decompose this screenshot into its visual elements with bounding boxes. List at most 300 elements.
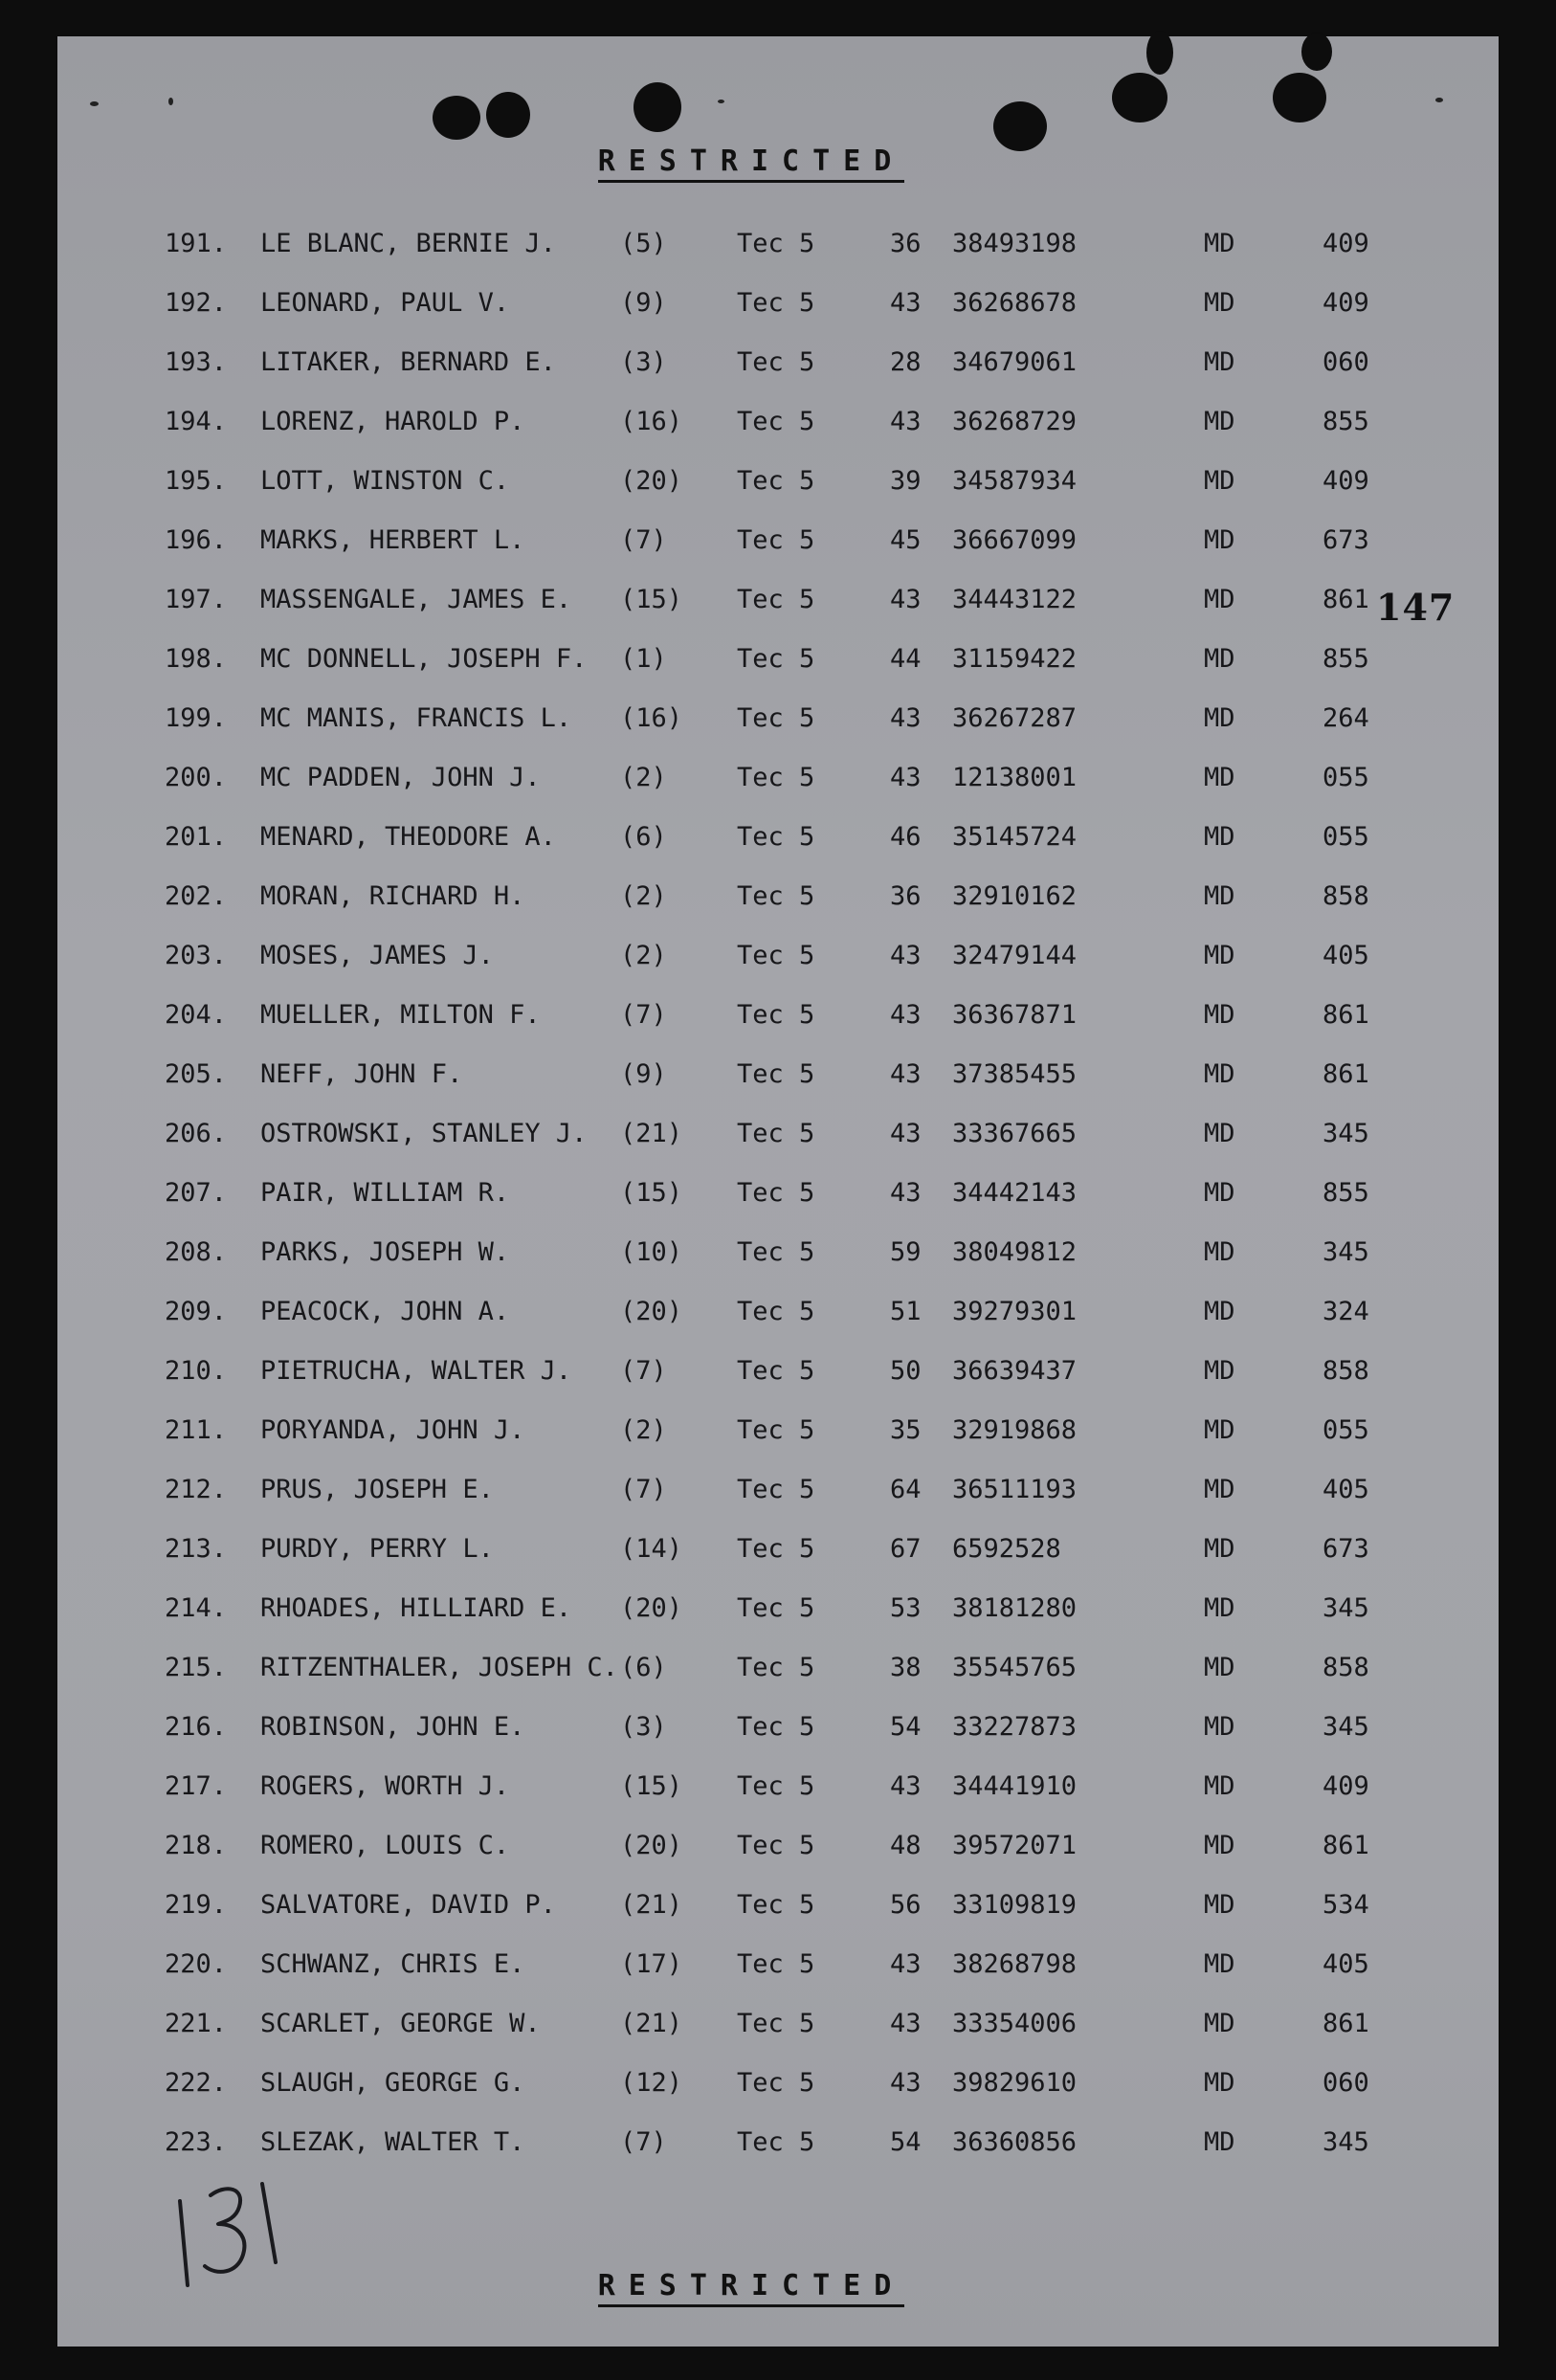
- roster-num: 205.: [165, 1059, 228, 1089]
- roster-row: [57, 1288, 1499, 1336]
- roster-code: (10): [620, 1237, 683, 1267]
- roster-md: MD: [1204, 1297, 1235, 1326]
- roster-row: [57, 1110, 1499, 1158]
- roster-mos: 861: [1323, 1000, 1369, 1030]
- document-page: [57, 36, 1499, 2347]
- roster-row: [57, 1941, 1499, 1989]
- roster-mos: 055: [1323, 1415, 1369, 1445]
- roster-mos: 858: [1323, 881, 1369, 911]
- roster-row: [57, 457, 1499, 505]
- roster-mos: 055: [1323, 763, 1369, 792]
- roster-row: [57, 1169, 1499, 1217]
- roster-code: (7): [620, 1000, 667, 1030]
- roster-age: 39: [890, 466, 922, 496]
- roster-grade: Tec 5: [737, 763, 815, 792]
- roster-serial: 34679061: [952, 347, 1078, 377]
- roster-grade: Tec 5: [737, 644, 815, 674]
- roster-code: (12): [620, 2068, 683, 2098]
- roster-mos: 345: [1323, 1237, 1369, 1267]
- roster-serial: 33109819: [952, 1890, 1078, 1920]
- roster-age: 43: [890, 1178, 922, 1208]
- roster-age: 44: [890, 644, 922, 674]
- roster-name: SCHWANZ, CHRIS E.: [260, 1949, 525, 1979]
- roster-md: MD: [1204, 881, 1235, 911]
- roster-age: 43: [890, 1949, 922, 1979]
- roster-grade: Tec 5: [737, 585, 815, 614]
- roster-num: 211.: [165, 1415, 228, 1445]
- roster-md: MD: [1204, 1653, 1235, 1682]
- roster-md: MD: [1204, 1593, 1235, 1623]
- roster-serial: 32910162: [952, 881, 1078, 911]
- roster-row: [57, 813, 1499, 861]
- roster-name: MC PADDEN, JOHN J.: [260, 763, 541, 792]
- roster-md: MD: [1204, 1178, 1235, 1208]
- roster-age: 48: [890, 1831, 922, 1860]
- roster-code: (15): [620, 585, 683, 614]
- roster-md: MD: [1204, 2009, 1235, 2038]
- roster-grade: Tec 5: [737, 347, 815, 377]
- roster-grade: Tec 5: [737, 881, 815, 911]
- roster-age: 43: [890, 288, 922, 318]
- roster-age: 59: [890, 1237, 922, 1267]
- roster-md: MD: [1204, 822, 1235, 852]
- roster-name: PEACOCK, JOHN A.: [260, 1297, 510, 1326]
- roster-code: (21): [620, 1890, 683, 1920]
- roster-name: RITZENTHALER, JOSEPH C.: [260, 1653, 618, 1682]
- roster-mos: 861: [1323, 1831, 1369, 1860]
- roster-code: (2): [620, 1415, 667, 1445]
- roster-grade: Tec 5: [737, 2009, 815, 2038]
- roster-code: (15): [620, 1178, 683, 1208]
- roster-name: LITAKER, BERNARD E.: [260, 347, 556, 377]
- roster-md: MD: [1204, 1059, 1235, 1089]
- roster-row: [57, 1763, 1499, 1811]
- roster-num: 219.: [165, 1890, 228, 1920]
- roster-code: (16): [620, 407, 683, 436]
- roster-grade: Tec 5: [737, 2068, 815, 2098]
- roster-mos: 858: [1323, 1653, 1369, 1682]
- roster-code: (2): [620, 941, 667, 970]
- roster-name: LORENZ, HAROLD P.: [260, 407, 525, 436]
- roster-age: 36: [890, 881, 922, 911]
- roster-row: [57, 1466, 1499, 1514]
- roster-grade: Tec 5: [737, 466, 815, 496]
- roster-age: 36: [890, 229, 922, 258]
- roster-serial: 36639437: [952, 1356, 1078, 1386]
- roster-name: SLAUGH, GEORGE G.: [260, 2068, 525, 2098]
- roster-num: 218.: [165, 1831, 228, 1860]
- roster-row: [57, 1347, 1499, 1395]
- roster-age: 35: [890, 1415, 922, 1445]
- roster-num: 193.: [165, 347, 228, 377]
- roster-row: [57, 991, 1499, 1039]
- roster-name: PIETRUCHA, WALTER J.: [260, 1356, 572, 1386]
- roster-num: 212.: [165, 1475, 228, 1504]
- roster-grade: Tec 5: [737, 1712, 815, 1742]
- roster-code: (20): [620, 466, 683, 496]
- roster-md: MD: [1204, 703, 1235, 733]
- roster-serial: 36268678: [952, 288, 1078, 318]
- roster-serial: 33367665: [952, 1119, 1078, 1148]
- roster-name: MOSES, JAMES J.: [260, 941, 494, 970]
- roster-grade: Tec 5: [737, 1297, 815, 1326]
- roster-name: OSTROWSKI, STANLEY J.: [260, 1119, 588, 1148]
- roster-serial: 36267287: [952, 703, 1078, 733]
- roster-num: 199.: [165, 703, 228, 733]
- roster-name: LEONARD, PAUL V.: [260, 288, 510, 318]
- roster-mos: 861: [1323, 585, 1369, 614]
- roster-row: [57, 517, 1499, 565]
- roster-num: 217.: [165, 1771, 228, 1801]
- roster-age: 53: [890, 1593, 922, 1623]
- roster-mos: 409: [1323, 1771, 1369, 1801]
- roster-row: [57, 754, 1499, 802]
- roster-md: MD: [1204, 585, 1235, 614]
- roster-mos: 405: [1323, 1949, 1369, 1979]
- roster-grade: Tec 5: [737, 1415, 815, 1445]
- roster-code: (17): [620, 1949, 683, 1979]
- roster-md: MD: [1204, 1475, 1235, 1504]
- roster-mos: 405: [1323, 941, 1369, 970]
- roster-row: [57, 220, 1499, 268]
- roster-num: 206.: [165, 1119, 228, 1148]
- roster-row: [57, 279, 1499, 327]
- roster-age: 43: [890, 1119, 922, 1148]
- roster-name: SCARLET, GEORGE W.: [260, 2009, 541, 2038]
- roster-code: (20): [620, 1593, 683, 1623]
- roster-row: [57, 1703, 1499, 1751]
- roster-num: 200.: [165, 763, 228, 792]
- roster-md: MD: [1204, 1771, 1235, 1801]
- roster-serial: 39572071: [952, 1831, 1078, 1860]
- roster-code: (3): [620, 1712, 667, 1742]
- roster-serial: 38049812: [952, 1237, 1078, 1267]
- roster-serial: 33354006: [952, 2009, 1078, 2038]
- roster-code: (1): [620, 644, 667, 674]
- roster-md: MD: [1204, 407, 1235, 436]
- roster-md: MD: [1204, 1712, 1235, 1742]
- roster-code: (14): [620, 1534, 683, 1564]
- roster-serial: 12138001: [952, 763, 1078, 792]
- roster-age: 43: [890, 941, 922, 970]
- roster-code: (5): [620, 229, 667, 258]
- roster-name: PURDY, PERRY L.: [260, 1534, 494, 1564]
- roster-name: LOTT, WINSTON C.: [260, 466, 510, 496]
- roster-code: (9): [620, 288, 667, 318]
- roster-name: MENARD, THEODORE A.: [260, 822, 556, 852]
- roster-num: 216.: [165, 1712, 228, 1742]
- punch-hole: [1273, 73, 1326, 122]
- roster-age: 43: [890, 407, 922, 436]
- roster-code: (7): [620, 2127, 667, 2157]
- roster-md: MD: [1204, 763, 1235, 792]
- roster-md: MD: [1204, 1534, 1235, 1564]
- roster-mos: 060: [1323, 347, 1369, 377]
- speck: [718, 100, 724, 103]
- roster-row: [57, 932, 1499, 980]
- roster-code: (20): [620, 1297, 683, 1326]
- roster-serial: 35145724: [952, 822, 1078, 852]
- roster-code: (2): [620, 881, 667, 911]
- roster-serial: 34587934: [952, 466, 1078, 496]
- roster-serial: 34442143: [952, 1178, 1078, 1208]
- roster-num: 191.: [165, 229, 228, 258]
- punch-hole: [486, 92, 530, 138]
- roster-name: MC DONNELL, JOSEPH F.: [260, 644, 588, 674]
- roster-grade: Tec 5: [737, 1237, 815, 1267]
- roster-grade: Tec 5: [737, 822, 815, 852]
- roster-num: 220.: [165, 1949, 228, 1979]
- roster-code: (9): [620, 1059, 667, 1089]
- roster-serial: 32919868: [952, 1415, 1078, 1445]
- roster-row: [57, 1525, 1499, 1573]
- roster-serial: 36667099: [952, 525, 1078, 555]
- roster-grade: Tec 5: [737, 703, 815, 733]
- roster-age: 38: [890, 1653, 922, 1682]
- roster-num: 222.: [165, 2068, 228, 2098]
- roster-name: MORAN, RICHARD H.: [260, 881, 525, 911]
- roster-num: 213.: [165, 1534, 228, 1564]
- roster-md: MD: [1204, 2127, 1235, 2157]
- roster-mos: 534: [1323, 1890, 1369, 1920]
- roster-grade: Tec 5: [737, 941, 815, 970]
- roster-mos: 855: [1323, 407, 1369, 436]
- roster-serial: 37385455: [952, 1059, 1078, 1089]
- roster-row: [57, 1229, 1499, 1277]
- roster-code: (6): [620, 822, 667, 852]
- roster-num: 207.: [165, 1178, 228, 1208]
- roster-mos: 055: [1323, 822, 1369, 852]
- roster-name: PARKS, JOSEPH W.: [260, 1237, 510, 1267]
- roster-grade: Tec 5: [737, 1534, 815, 1564]
- roster-grade: Tec 5: [737, 1000, 815, 1030]
- roster-name: ROBINSON, JOHN E.: [260, 1712, 525, 1742]
- roster-md: MD: [1204, 1831, 1235, 1860]
- roster-age: 54: [890, 1712, 922, 1742]
- roster-age: 43: [890, 1000, 922, 1030]
- roster-mos: 264: [1323, 703, 1369, 733]
- roster-age: 45: [890, 525, 922, 555]
- roster-grade: Tec 5: [737, 229, 815, 258]
- roster-md: MD: [1204, 1949, 1235, 1979]
- roster-row: [57, 339, 1499, 387]
- roster-num: 215.: [165, 1653, 228, 1682]
- roster-mos: 858: [1323, 1356, 1369, 1386]
- roster-mos: 405: [1323, 1475, 1369, 1504]
- roster-serial: 34443122: [952, 585, 1078, 614]
- roster-grade: Tec 5: [737, 1831, 815, 1860]
- roster-serial: 34441910: [952, 1771, 1078, 1801]
- roster-age: 43: [890, 703, 922, 733]
- roster-md: MD: [1204, 288, 1235, 318]
- roster-mos: 060: [1323, 2068, 1369, 2098]
- roster-name: PAIR, WILLIAM R.: [260, 1178, 510, 1208]
- roster-num: 201.: [165, 822, 228, 852]
- roster-name: MC MANIS, FRANCIS L.: [260, 703, 572, 733]
- roster-age: 64: [890, 1475, 922, 1504]
- roster-age: 67: [890, 1534, 922, 1564]
- roster-name: MASSENGALE, JAMES E.: [260, 585, 572, 614]
- roster-mos: 345: [1323, 1593, 1369, 1623]
- roster-age: 50: [890, 1356, 922, 1386]
- roster-num: 198.: [165, 644, 228, 674]
- roster-name: RHOADES, HILLIARD E.: [260, 1593, 572, 1623]
- page-number: 147: [1376, 586, 1456, 629]
- roster-row: [57, 576, 1499, 624]
- roster-mos: 409: [1323, 288, 1369, 318]
- roster-num: 209.: [165, 1297, 228, 1326]
- roster-age: 43: [890, 763, 922, 792]
- roster-grade: Tec 5: [737, 1593, 815, 1623]
- roster-name: MUELLER, MILTON F.: [260, 1000, 541, 1030]
- roster-code: (15): [620, 1771, 683, 1801]
- roster-grade: Tec 5: [737, 1949, 815, 1979]
- roster-grade: Tec 5: [737, 1771, 815, 1801]
- roster-code: (20): [620, 1831, 683, 1860]
- roster-mos: 409: [1323, 229, 1369, 258]
- roster-grade: Tec 5: [737, 1356, 815, 1386]
- roster-code: (7): [620, 525, 667, 555]
- roster-md: MD: [1204, 347, 1235, 377]
- roster-serial: 39829610: [952, 2068, 1078, 2098]
- roster-serial: 35545765: [952, 1653, 1078, 1682]
- roster-md: MD: [1204, 1356, 1235, 1386]
- roster-num: 223.: [165, 2127, 228, 2157]
- roster-code: (21): [620, 2009, 683, 2038]
- roster-mos: 861: [1323, 1059, 1369, 1089]
- roster-md: MD: [1204, 1890, 1235, 1920]
- punch-hole: [1112, 73, 1167, 122]
- roster-row: [57, 1881, 1499, 1929]
- roster-md: MD: [1204, 2068, 1235, 2098]
- roster-mos: 861: [1323, 2009, 1369, 2038]
- roster-mos: 673: [1323, 1534, 1369, 1564]
- roster-grade: Tec 5: [737, 1475, 815, 1504]
- roster-serial: 39279301: [952, 1297, 1078, 1326]
- roster-age: 56: [890, 1890, 922, 1920]
- roster-num: 195.: [165, 466, 228, 496]
- roster-mos: 345: [1323, 1712, 1369, 1742]
- punch-hole: [1146, 31, 1173, 75]
- roster-num: 204.: [165, 1000, 228, 1030]
- roster-age: 28: [890, 347, 922, 377]
- roster-mos: 324: [1323, 1297, 1369, 1326]
- roster-md: MD: [1204, 229, 1235, 258]
- roster-num: 221.: [165, 2009, 228, 2038]
- roster-num: 214.: [165, 1593, 228, 1623]
- restricted-header: RESTRICTED: [31, 145, 1472, 178]
- roster-age: 51: [890, 1297, 922, 1326]
- roster-name: PORYANDA, JOHN J.: [260, 1415, 525, 1445]
- roster-num: 210.: [165, 1356, 228, 1386]
- roster-row: [57, 1407, 1499, 1455]
- roster-serial: 38181280: [952, 1593, 1078, 1623]
- roster-name: LE BLANC, BERNIE J.: [260, 229, 556, 258]
- roster-row: [57, 2119, 1499, 2167]
- roster-mos: 345: [1323, 2127, 1369, 2157]
- roster-serial: 38268798: [952, 1949, 1078, 1979]
- roster-row: [57, 695, 1499, 743]
- roster-serial: 31159422: [952, 644, 1078, 674]
- roster-md: MD: [1204, 941, 1235, 970]
- roster-grade: Tec 5: [737, 407, 815, 436]
- roster-name: ROGERS, WORTH J.: [260, 1771, 510, 1801]
- roster-serial: 36268729: [952, 407, 1078, 436]
- roster-grade: Tec 5: [737, 1653, 815, 1682]
- punch-hole: [634, 82, 681, 132]
- roster-md: MD: [1204, 525, 1235, 555]
- speck: [1435, 98, 1443, 102]
- roster-mos: 855: [1323, 644, 1369, 674]
- roster-row: [57, 2000, 1499, 2048]
- roster-mos: 345: [1323, 1119, 1369, 1148]
- roster-serial: 38493198: [952, 229, 1078, 258]
- roster-name: NEFF, JOHN F.: [260, 1059, 463, 1089]
- roster-name: PRUS, JOSEPH E.: [260, 1475, 494, 1504]
- roster-row: [57, 635, 1499, 683]
- roster-age: 43: [890, 2068, 922, 2098]
- roster-num: 202.: [165, 881, 228, 911]
- roster-row: [57, 1644, 1499, 1692]
- speck: [168, 98, 173, 105]
- roster-md: MD: [1204, 466, 1235, 496]
- punch-hole: [1301, 33, 1332, 71]
- roster-code: (2): [620, 763, 667, 792]
- roster-row: [57, 398, 1499, 446]
- roster-code: (7): [620, 1475, 667, 1504]
- roster-serial: 6592528: [952, 1534, 1061, 1564]
- roster-grade: Tec 5: [737, 1119, 815, 1148]
- roster-name: ROMERO, LOUIS C.: [260, 1831, 510, 1860]
- roster-row: [57, 2059, 1499, 2107]
- punch-hole: [433, 96, 480, 140]
- roster-grade: Tec 5: [737, 2127, 815, 2157]
- roster-grade: Tec 5: [737, 1890, 815, 1920]
- roster-row: [57, 873, 1499, 921]
- roster-num: 192.: [165, 288, 228, 318]
- roster-grade: Tec 5: [737, 1178, 815, 1208]
- roster-code: (16): [620, 703, 683, 733]
- roster-md: MD: [1204, 1119, 1235, 1148]
- roster-grade: Tec 5: [737, 1059, 815, 1089]
- roster-num: 196.: [165, 525, 228, 555]
- roster-age: 43: [890, 585, 922, 614]
- roster-mos: 409: [1323, 466, 1369, 496]
- speck: [90, 101, 99, 106]
- roster-age: 43: [890, 1771, 922, 1801]
- roster-num: 194.: [165, 407, 228, 436]
- roster-md: MD: [1204, 1000, 1235, 1030]
- roster-age: 43: [890, 2009, 922, 2038]
- roster-code: (6): [620, 1653, 667, 1682]
- roster-row: [57, 1585, 1499, 1633]
- roster-name: SALVATORE, DAVID P.: [260, 1890, 556, 1920]
- roster-row: [57, 1051, 1499, 1099]
- roster-num: 203.: [165, 941, 228, 970]
- restricted-footer: RESTRICTED: [31, 2269, 1472, 2302]
- roster-mos: 673: [1323, 525, 1369, 555]
- roster-name: MARKS, HERBERT L.: [260, 525, 525, 555]
- roster-code: (21): [620, 1119, 683, 1148]
- roster-md: MD: [1204, 1237, 1235, 1267]
- roster-serial: 33227873: [952, 1712, 1078, 1742]
- roster-grade: Tec 5: [737, 525, 815, 555]
- roster-age: 54: [890, 2127, 922, 2157]
- roster-serial: 36367871: [952, 1000, 1078, 1030]
- roster-grade: Tec 5: [737, 288, 815, 318]
- roster-num: 208.: [165, 1237, 228, 1267]
- roster-age: 46: [890, 822, 922, 852]
